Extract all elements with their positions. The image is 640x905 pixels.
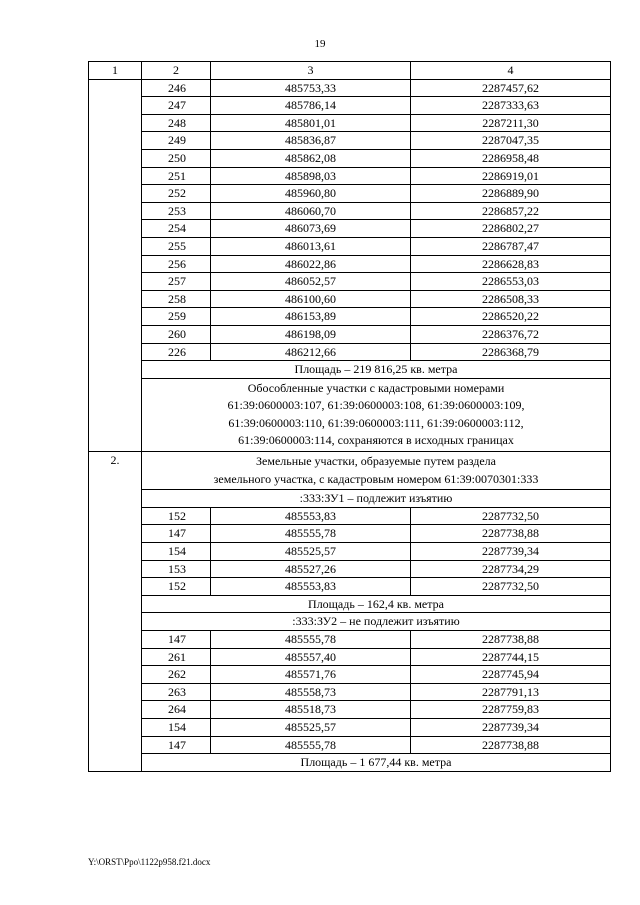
point-number: 258 [142,290,211,308]
coord-x: 486153,89 [211,308,411,326]
point-number: 152 [142,507,211,525]
table-row [89,736,611,754]
coord-y: 2287732,50 [411,578,611,596]
coord-y: 2287745,94 [411,666,611,684]
coord-x: 485571,76 [211,666,411,684]
area-text: Площадь – 1 677,44 кв. метра [142,754,611,772]
point-number: 154 [142,543,211,561]
coord-y: 2286889,90 [411,185,611,203]
area-text: Площадь – 219 816,25 кв. метра [142,361,611,379]
coord-x: 485836,87 [211,132,411,150]
header-cell-4: 4 [411,62,611,80]
table-row [89,683,611,701]
table-row [89,543,611,561]
table-row [89,560,611,578]
area-row [89,754,611,772]
note-line: 61:39:0600003:107, 61:39:0600003:108, 61:39:0600003:109, [227,398,525,413]
coord-y: 2286802,27 [411,220,611,238]
table-row [89,718,611,736]
table-row [89,648,611,666]
coord-x: 486100,60 [211,290,411,308]
point-number: 154 [142,718,211,736]
point-number: 253 [142,202,211,220]
coord-y: 2287739,34 [411,543,611,561]
coord-y: 2286857,22 [411,202,611,220]
table-row [89,325,611,343]
table-row [89,167,611,185]
point-number: 147 [142,525,211,543]
table-row [89,97,611,115]
coord-y: 2287211,30 [411,114,611,132]
area-row [89,361,611,379]
subsection-title: :333:ЗУ1 – подлежит изъятию [142,490,611,508]
coord-x: 486022,86 [211,255,411,273]
point-number: 261 [142,648,211,666]
footer-file-path: Y:\ORST\Ppo\1122p958.f21.docx [88,857,211,867]
point-number: 260 [142,325,211,343]
coord-y: 2287759,83 [411,701,611,719]
coord-x: 486212,66 [211,343,411,361]
coord-x: 485960,80 [211,185,411,203]
coord-y: 2286368,79 [411,343,611,361]
point-number: 259 [142,308,211,326]
coord-y: 2286508,33 [411,290,611,308]
point-number: 248 [142,114,211,132]
point-number: 254 [142,220,211,238]
table-row [89,220,611,238]
coord-x: 485555,78 [211,736,411,754]
header-row [89,62,611,80]
table-row [89,701,611,719]
point-number: 147 [142,736,211,754]
coord-x: 485557,40 [211,648,411,666]
header-cell-2: 2 [142,62,211,80]
table-row [89,185,611,203]
header-cell-3: 3 [211,62,411,80]
table-row [89,255,611,273]
coord-x: 485555,78 [211,631,411,649]
coord-x: 486060,70 [211,202,411,220]
coord-x: 485558,73 [211,683,411,701]
coord-y: 2286958,48 [411,149,611,167]
header-cell-1: 1 [89,62,142,80]
section-number-cell [89,79,142,451]
coord-y: 2286787,47 [411,237,611,255]
area-row [89,595,611,613]
point-number: 262 [142,666,211,684]
coord-x: 485553,83 [211,507,411,525]
note-line: 61:39:0600003:110, 61:39:0600003:111, 61:39:0600003:112, [228,415,524,430]
point-number: 147 [142,631,211,649]
table-row [89,343,611,361]
point-number: 251 [142,167,211,185]
table-row [89,202,611,220]
point-number: 249 [142,132,211,150]
table-row [89,308,611,326]
coord-y: 2286553,03 [411,273,611,291]
coord-x: 486013,61 [211,237,411,255]
coord-y: 2287744,15 [411,648,611,666]
coord-x: 485898,03 [211,167,411,185]
subsection-title-row [89,490,611,508]
coord-y: 2287047,35 [411,132,611,150]
table-row [89,132,611,150]
point-number: 263 [142,683,211,701]
coord-x: 485518,73 [211,701,411,719]
page-number: 19 [314,38,326,50]
note-line: 61:39:0600003:114, сохраняются в исходных границах [238,433,514,448]
coord-x: 485801,01 [211,114,411,132]
coord-x: 486052,57 [211,273,411,291]
coord-x: 486073,69 [211,220,411,238]
table-row [89,114,611,132]
table-row [89,507,611,525]
point-number: 153 [142,560,211,578]
coord-y: 2287791,13 [411,683,611,701]
coord-x: 485553,83 [211,578,411,596]
note-row [89,378,611,451]
table-row [89,237,611,255]
table-row [89,290,611,308]
section-title-line: Земельные участки, образуемые путем раздела [256,454,496,469]
coord-x: 486198,09 [211,325,411,343]
coord-y: 2287457,62 [411,79,611,97]
point-number: 256 [142,255,211,273]
table-row [89,149,611,167]
subsection-title: :333:ЗУ2 – не подлежит изъятию [142,613,611,631]
coord-y: 2287734,29 [411,560,611,578]
table-row [89,666,611,684]
coord-x: 485753,33 [211,79,411,97]
coordinates-table [88,61,611,772]
coord-y: 2287738,88 [411,525,611,543]
point-number: 255 [142,237,211,255]
note-line: Обособленные участки с кадастровыми номерами [247,380,505,395]
table-row [89,578,611,596]
coord-y: 2286919,01 [411,167,611,185]
coord-y: 2287738,88 [411,631,611,649]
coord-y: 2287738,88 [411,736,611,754]
point-number: 252 [142,185,211,203]
section-title-row [89,452,611,490]
coord-x: 485527,26 [211,560,411,578]
table-row [89,79,611,97]
point-number: 250 [142,149,211,167]
point-number: 226 [142,343,211,361]
table-row [89,273,611,291]
coord-x: 485786,14 [211,97,411,115]
coord-y: 2287739,34 [411,718,611,736]
coord-y: 2287732,50 [411,507,611,525]
coord-y: 2286628,83 [411,255,611,273]
section-title [142,452,611,490]
coord-x: 485525,57 [211,543,411,561]
point-number: 152 [142,578,211,596]
point-number: 264 [142,701,211,719]
table-row [89,631,611,649]
coord-y: 2286520,22 [411,308,611,326]
section-title-line: земельного участка, с кадастровым номером 61:39:0070301:333 [213,471,539,486]
coord-x: 485525,57 [211,718,411,736]
coord-y: 2286376,72 [411,325,611,343]
coord-x: 485862,08 [211,149,411,167]
area-text: Площадь – 162,4 кв. метра [142,595,611,613]
point-number: 246 [142,79,211,97]
point-number: 257 [142,273,211,291]
coord-y: 2287333,63 [411,97,611,115]
section-number: 2. [89,452,142,772]
subsection-title-row [89,613,611,631]
coord-x: 485555,78 [211,525,411,543]
point-number: 247 [142,97,211,115]
note-text [142,378,611,451]
table-row [89,525,611,543]
